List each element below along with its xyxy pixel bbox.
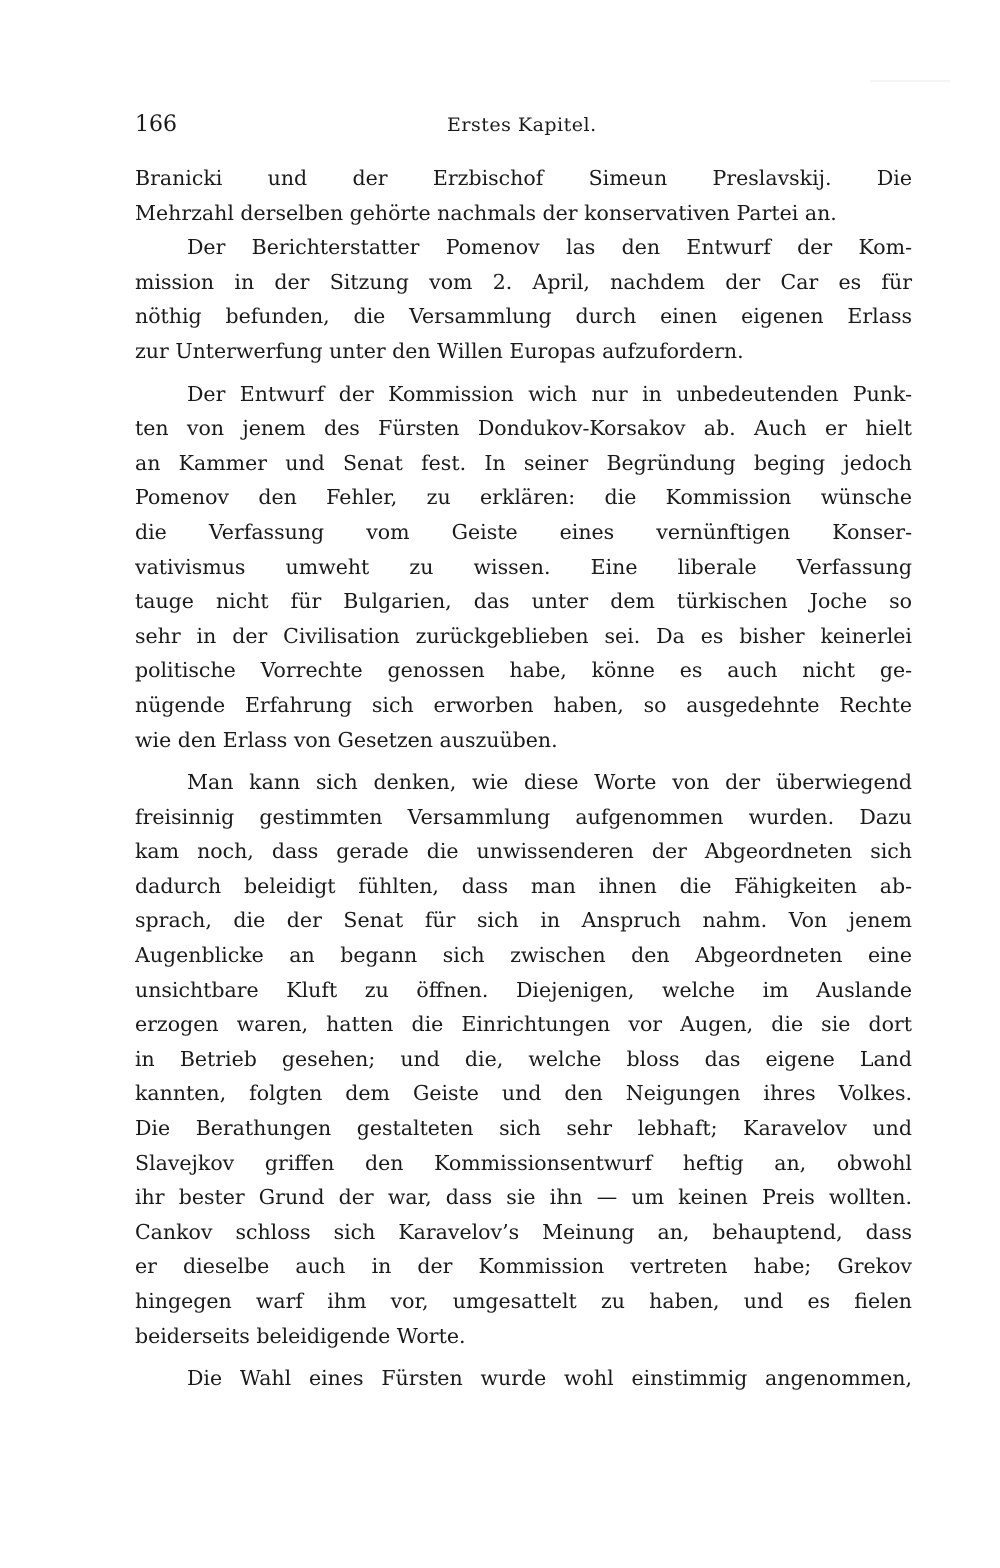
text-line: Slavejkov griffen den Kommissionsentwurf heftig an, obwohl (135, 1150, 912, 1175)
text-line: vativismus umweht zu wissen. Eine liberale Verfassung (135, 554, 912, 579)
text-line: unsichtbare Kluft zu öffnen. Diejenigen, welche im Auslande (135, 977, 912, 1002)
text-line: mission in der Sitzung vom 2. April, nachdem der Car es für (135, 269, 912, 294)
text-line: in Betrieb gesehen; und die, welche bloss das eigene Land (135, 1046, 912, 1071)
text-line: Cankov schloss sich Karavelov’s Meinung an, behauptend, dass (135, 1219, 912, 1244)
text-line: sehr in der Civilisation zurückgeblieben sei. Da es bisher keinerlei (135, 623, 912, 648)
text-line: beiderseits beleidigende Worte. (135, 1323, 466, 1348)
text-line: Man kann sich denken, wie diese Worte von der überwiegend (187, 770, 912, 795)
text-line: politische Vorrechte genossen habe, könne es auch nicht ge- (135, 658, 912, 683)
text-line: nügende Erfahrung sich erworben haben, so ausgedehnte Rechte (135, 692, 912, 717)
text-line: wie den Erlass von Gesetzen auszuüben. (135, 727, 558, 752)
text-line: freisinnig gestimmten Versammlung aufgenommen wurden. Dazu (135, 804, 912, 829)
body-text (135, 161, 912, 1396)
text-line: erzogen waren, hatten die Einrichtungen vor Augen, die sie dort (135, 1012, 912, 1037)
text-line: Augenblicke an begann sich zwischen den Abgeordneten eine (135, 943, 912, 968)
text-line: dadurch beleidigt fühlten, dass man ihnen die Fähigkeiten ab- (135, 873, 912, 898)
text-line: kam noch, dass gerade die unwissenderen der Abgeordneten sich (135, 839, 912, 864)
text-line: hingegen warf ihm vor, umgesattelt zu haben, und es fielen (135, 1289, 912, 1313)
text-line: Der Entwurf der Kommission wich nur in unbedeutenden Punk- (187, 381, 912, 406)
text-line: die Verfassung vom Geiste eines vernünftigen Konser- (135, 519, 912, 544)
text-line: Pomenov den Fehler, zu erklären: die Kommission wünsche (135, 485, 912, 510)
text-line: ten von jenem des Fürsten Dondukov-Korsakov ab. Auch er hielt (135, 416, 912, 441)
scan-mark (870, 80, 950, 82)
text-line: Branicki und der Erzbischof Simeun Preslavskij. Die (135, 166, 912, 190)
text-line: sprach, die der Senat für sich in Anspruch nahm. Von jenem (135, 908, 912, 933)
text-line: Mehrzahl derselben gehörte nachmals der konservativen Partei an. (135, 200, 837, 225)
text-line: Der Berichterstatter Pomenov las den Entwurf der Kom- (187, 235, 912, 260)
running-title: Erstes Kapitel. (447, 114, 597, 136)
paragraph-gap (135, 369, 912, 377)
text-line: an Kammer und Senat fest. In seiner Begründung beging jedoch (135, 450, 912, 475)
paragraph-gap (135, 1353, 912, 1361)
text-line: nöthig befunden, die Versammlung durch einen eigenen Erlass (135, 304, 912, 329)
text-line: Die Wahl eines Fürsten wurde wohl einstimmig angenommen, (187, 1366, 912, 1391)
text-line: ihr bester Grund der war, dass sie ihn — um keinen Preis wollten. (135, 1185, 912, 1210)
page-header (135, 112, 912, 142)
page-number: 166 (135, 112, 177, 137)
paragraph-gap (135, 757, 912, 765)
text-line: er dieselbe auch in der Kommission vertreten habe; Grekov (135, 1254, 912, 1279)
text-line: zur Unterwerfung unter den Willen Europas aufzufordern. (135, 338, 744, 363)
text-line: Die Berathungen gestalteten sich sehr lebhaft; Karavelov und (135, 1116, 912, 1141)
text-line: tauge nicht für Bulgarien, das unter dem türkischen Joche so (135, 589, 912, 614)
text-line: kannten, folgten dem Geiste und den Neigungen ihres Volkes. (135, 1081, 912, 1106)
